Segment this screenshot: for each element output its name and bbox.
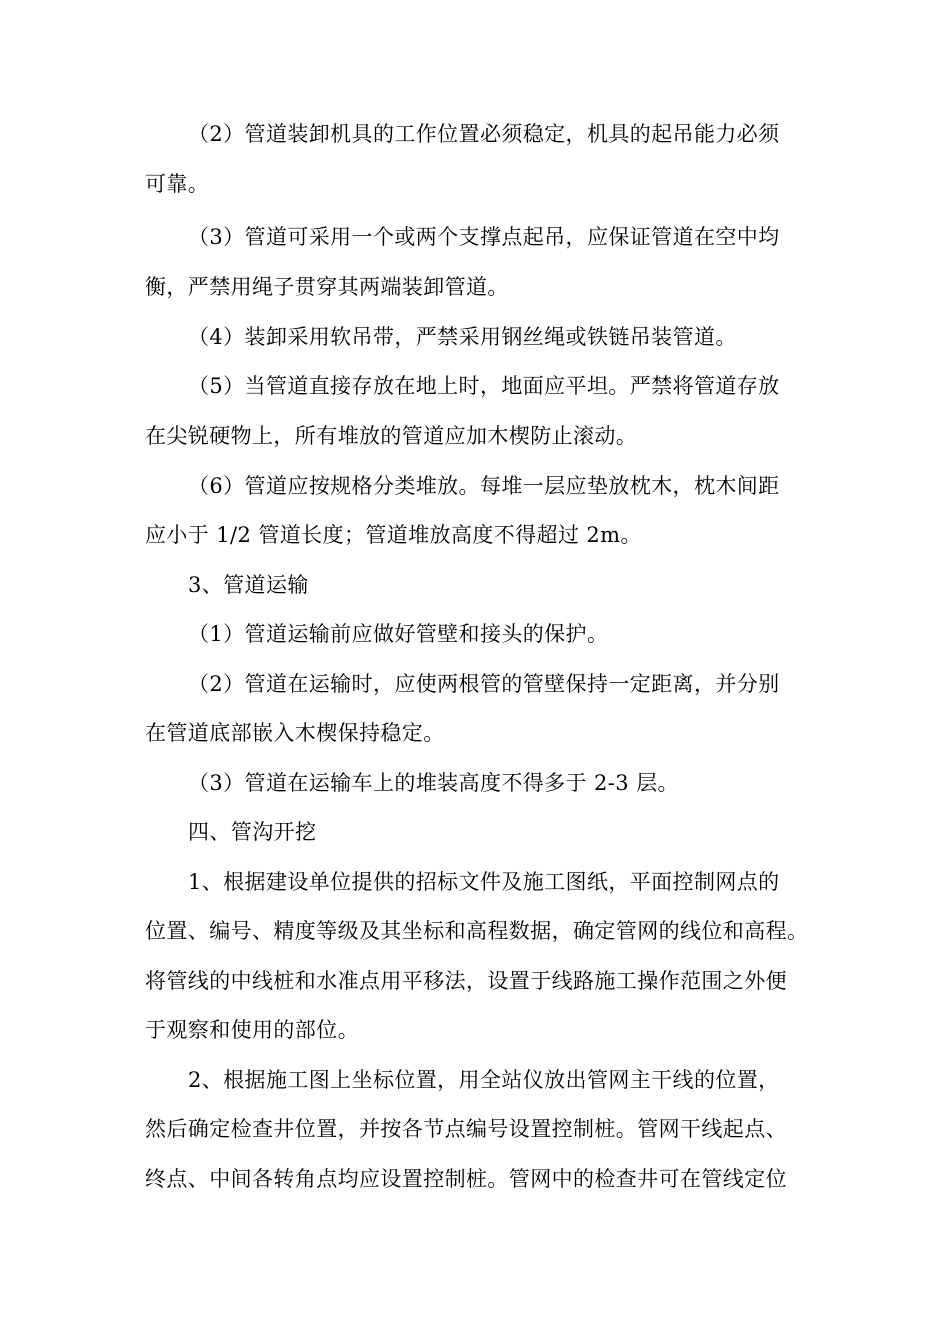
text-line: （3）管道在运输车上的堆装高度不得多于 2-3 层。 bbox=[188, 771, 679, 795]
text-line: 在尖锐硬物上，所有堆放的管道应加木楔防止滚动。 bbox=[145, 424, 638, 448]
text-line: （1）管道运输前应做好管壁和接头的保护。 bbox=[188, 622, 609, 646]
text-line: 将管线的中线桩和水准点用平移法，设置于线路施工操作范围之外便 bbox=[145, 969, 787, 993]
text-line: （5）当管道直接存放在地上时，地面应平坦。严禁将管道存放 bbox=[188, 374, 780, 398]
text-line: 可靠。 bbox=[145, 172, 210, 196]
text-line: 1、根据建设单位提供的招标文件及施工图纸，平面控制网点的 bbox=[188, 870, 780, 894]
text-line: 2、根据施工图上坐标位置，用全站仪放出管网主干线的位置， bbox=[188, 1068, 780, 1092]
section-heading: 四、管沟开挖 bbox=[188, 820, 317, 844]
text-line: 衡，严禁用绳子贯穿其两端装卸管道。 bbox=[145, 275, 509, 299]
section-heading: 3、管道运输 bbox=[188, 573, 309, 597]
text-line: 于观察和使用的部位。 bbox=[145, 1018, 359, 1042]
text-line: （4）装卸采用软吊带，严禁采用钢丝绳或铁链吊装管道。 bbox=[188, 325, 737, 349]
text-line: （2）管道装卸机具的工作位置必须稳定，机具的起吊能力必须 bbox=[188, 122, 780, 146]
text-line: 位置、编号、精度等级及其坐标和高程数据，确定管网的线位和高程。 bbox=[145, 919, 809, 943]
text-line: 终点、中间各转角点均应设置控制桩。管网中的检查井可在管线定位 bbox=[145, 1167, 787, 1191]
text-line: （2）管道在运输时，应使两根管的管壁保持一定距离，并分别 bbox=[188, 672, 780, 696]
text-line: 在管道底部嵌入木楔保持稳定。 bbox=[145, 721, 445, 745]
text-line: （6）管道应按规格分类堆放。每堆一层应垫放枕木，枕木间距 bbox=[188, 474, 780, 498]
text-line: 应小于 1/2 管道长度；管道堆放高度不得超过 2m。 bbox=[145, 523, 642, 547]
text-line: （3）管道可采用一个或两个支撑点起吊，应保证管道在空中均 bbox=[188, 225, 780, 249]
text-line: 然后确定检查井位置，并按各节点编号设置控制桩。管网干线起点、 bbox=[145, 1117, 787, 1141]
